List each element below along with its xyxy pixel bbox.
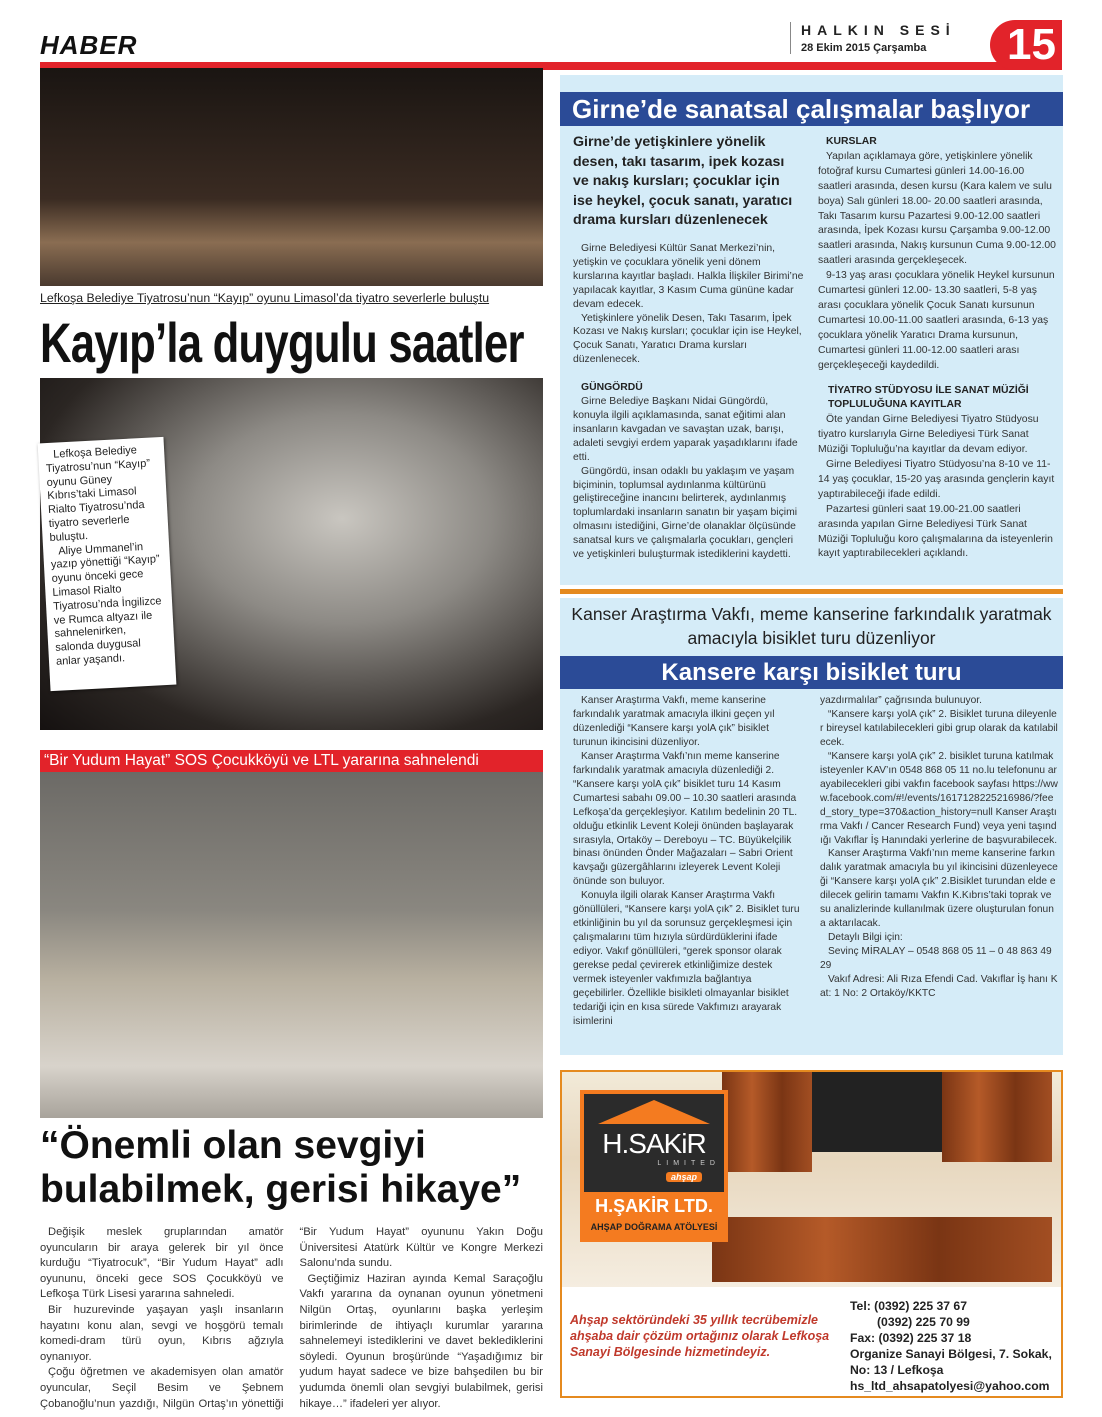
paragraph: Konuyla ilgili olarak Kanser Araştırma Vakfı gönüllüleri, “Kansere karşı yolA çık” 2. Bisiklet turu etkinliğinin bu yıl da sorunsuz gerçekleşmesi için çalışmalarını tüm hızıyla sürdürdüklerini ifade ediyor. Vakıf gönüllüleri, “gerek sponsor olarak gerekse pedal çevirerek etkinliğimize destek vermek isteyenler vakfımızla bağlantıya geçebilirler. Özellikle bisikleti olmayanlar bisiklet tedariği için en kısa sürede Vakfımızı arayarak isimlerini bbox=[573, 890, 800, 1027]
paragraph: Vakıf Adresi: Ali Rıza Efendi Cad. Vakıflar İş hanı Kat: 1 No: 2 Ortaköy/KKTC bbox=[820, 974, 1058, 1000]
paragraph: Güngördü, insan odaklı bu yaklaşım ve yaşam biçiminin, toplumsal aydınlanma kültürünü geliştireceğine inancını belirterek, aydınlanmış toplumlardaki insanların sanatın bir yaşam biçimi olmasını istediğini, Girne’de olanaklar ölçüsünde sanatsal kurs ve çalışmalarla çocukları, gençleri ve yetişkinleri buluşturmak istediklerini kaydetti. bbox=[573, 465, 798, 561]
paragraph: Girne Belediye Başkanı Nidai Güngördü, konuyla ilgili açıklamasında, sanat eğitimi alan insanların kavgadan ve savaştan uzak, barışı, adaleti sevgiyi erdem yaparak yaşadıklarını ifade etti. bbox=[573, 396, 798, 463]
boxed-caption-p2: Aliye Ummanel’in yazıp yönettiği “Kayıp” oyunu önceki gece Limasol Rialto Tiyatrosu’nda İngilizce ve Rumca altyazı ile sahnelenirken, salonda duygusal anlar yaşandı. bbox=[50, 540, 162, 668]
paragraph: “Kansere karşı yolA çık” 2. Bisiklet turuna dileyenler bireysel katılabilecekleri gibi grup olarak da katılabilecek. bbox=[820, 708, 1058, 748]
paragraph: Pazartesi günleri saat 19.00-21.00 saatleri arasında yapılan Girne Belediyesi Türk Sanat Müziği Topluluğu koro çalışmalarına da isteyenlerin kayıt yaptırabilecekleri açıklandı. bbox=[818, 503, 1053, 560]
phone-2: (0392) 225 70 99 bbox=[877, 1315, 970, 1329]
theatre-curtain-call-photo bbox=[40, 68, 543, 286]
ad-slogan: Ahşap sektöründeki 35 yıllık tecrübemizle ahşaba dair çözüm ortağınız olarak Lefkoşa Sanayi Bölgesinde hizmetindeyiz. bbox=[570, 1313, 830, 1359]
logo-tag: ahşap bbox=[666, 1172, 702, 1182]
paragraph: yazdırmalılar” çağrısında bulunuyor. bbox=[820, 695, 982, 706]
red-caption-bar: “Bir Yudum Hayat” SOS Çocukköyü ve LTL yararına sahnelendi bbox=[40, 750, 543, 772]
paragraph: 9-13 yaş arası çocuklara yönelik Heykel kursunun Cumartesi günleri 12.00- 13.30 saatleri, 5-8 yaş arası çocuklara yönelik Çocuk Sanatı kursunun Cumartesi 10.00-11.00 saatleri arasında, 6-13 yaş çocuklara yönelik Yaratıcı Drama kursunun, Cumartesi günleri 11.00-12.00 saatleri arası gerçekleşeceği kaydedildi. bbox=[818, 270, 1055, 371]
paragraph: Kanser Araştırma Vakfı, meme kanserine farkındalık yaratmak amacıyla ilkini geçen yıl düzenlediği “Kansere karşı yolA çık” bisiklet turunun ikincisini düzenliyor. bbox=[573, 695, 775, 748]
section-label: HABER bbox=[40, 30, 138, 60]
paragraph: Geçtiğimiz Haziran ayında Kemal Saraçoğlu Vakfı yararına da oynanan oyunun yönetmeni Nilgün Ortaş, oyunlarını başka yerleşim birimlerinde de ihtiyaçlı kurumlar yararına sahnelemeyi istediklerini ve davet beklediklerini söyledi. Oyunun broşüründe “Yaşadığımız bir yudum hayat sadece ve bize bahşedilen bu bir yudumda önemli olan sevgiyi bulabilmek, gerisi hikaye…” ifadeleri yer alıyor. bbox=[299, 1272, 543, 1410]
paragraph: Sevinç MİRALAY – 0548 868 05 11 – 0 48 863 49 29 bbox=[820, 946, 1052, 972]
phone-1: Tel: (0392) 225 37 67 bbox=[850, 1299, 967, 1313]
paragraph: Girne Belediyesi Tiyatro Stüdyosu’na 8-10 ve 11-14 yaş çocuklar, 15-20 yaş arasında gençlerin kayıt yaptırabileceği ifade edildi. bbox=[818, 459, 1055, 500]
paragraph: “Kansere karşı yolA çık” 2. bisiklet turuna katılmak isteyenler KAV’ın 0548 868 05 11 no.lu telefonunu arayabilecekleri gibi vakfın facebook sayfası https://www.facebook.com/#!/events/1617128225216986/?feed_story_type=370&action_history=null Kanser Araştırma Vakfı / Cancer Research Fund) veya yeni taşındığı Vakıflar İş Hanındaki yerlerine de başvurabilecek. bbox=[820, 750, 1058, 846]
company-logo bbox=[580, 1090, 728, 1242]
paragraph: Kanser Araştırma Vakfı’nın meme kanserine farkındalık yaratmak amacıyla bu yıl ikincisini düzenleyeceği “Kansere karşı yolA çık” 2.Bisiklet turundan elde edilecek gelirin tamamı Vakfın K.Kıbrıs’taki toprak ve su analizlerinde kullanılmak üzere oluşturulan fonuna aktarılacak. bbox=[820, 848, 1058, 930]
address-line-2: No: 13 / Lefkoşa bbox=[850, 1363, 944, 1377]
photo-caption: Lefkoşa Belediye Tiyatrosu’nun “Kayıp” oyunu Limasol’da tiyatro severlerle buluştu bbox=[40, 291, 490, 305]
issue-date: 28 Ekim 2015 Çarşamba bbox=[801, 42, 927, 54]
bir-yudum-hayat-stage-photo bbox=[40, 772, 543, 1118]
paragraph: Yapılan açıklamaya göre, yetişkinlere yönelik fotoğraf kursu Cumartesi günleri 14.00-16.00 saatleri arasında, desen kursu (Kara kalem ve sulu boya) Salı günleri 18.00- 20.00 saatleri arasında, Takı Tasarım kursu Pazartesi 9.00-12.00 saatleri arasında, İpek Kozası kursu Çarşamba 9.00-12.00 saatleri arasında, Nakış kursunun Cuma 9.00-12.00 saatleri arasında gerçekleşecek. bbox=[818, 150, 1056, 267]
kanser-title: Kansere karşı bisiklet turu bbox=[560, 656, 1063, 689]
subheading: KURSLAR bbox=[826, 136, 877, 147]
boxed-caption-p1: Lefkoşa Belediye Tiyatrosu’nun “Kayıp” oyunu Güney Kıbrıs’taki Limasol Rialto Tiyatrosu’nda tiyatro severlerle buluştu. bbox=[45, 444, 151, 544]
logo-limited: LIMITED bbox=[657, 1160, 720, 1167]
divider bbox=[560, 589, 1063, 594]
paragraph: Girne Belediyesi Kültür Sanat Merkezi’nin, yetişkin ve çocuklara yönelik yeni dönem kurslarına kayıtlar başladı. Halkla İlişkiler Birimi’ne yapılacak kayıtlar, 3 Kasım Cuma gününe kadar devam edecek. bbox=[573, 243, 804, 310]
email: hs_ltd_ahsapatolyesi@yahoo.com bbox=[850, 1379, 1050, 1393]
kanser-deck: Kanser Araştırma Vakfı, meme kanserine farkındalık yaratmak amacıyla bisiklet turu düzenliyor bbox=[560, 598, 1063, 656]
paragraph: Kanser Araştırma Vakfı’nın meme kanserine farkındalık yaratmak amacıyla düzenlediği 2. “Kansere karşı yolA çık” bisiklet turu 14 Kasım Cumartesi sabahı 09.00 – 10.30 saatleri arasında Lefkoşa’da gerçekleşiyor. Katılım bedelinin 20 TL. olduğu etkinlik Levent Koleji önünden başlayarak sırasıyla, Ortaköy – Dereboyu – TC. Büyükelçilik binası önünden Önder Mağazaları – Sabri Orient kavşağı güzergâhlarını izleyerek Levent Koleji önünde son buluyor. bbox=[573, 750, 798, 888]
paragraph: Detaylı Bilgi için: bbox=[828, 932, 903, 944]
paragraph: Değişik meslek gruplarından amatör oyuncuların bir araya gelerek bir yıl önce kurduğu “Tiyatrocuk”, “Bir Yudum Hayat” adlı oyununu, önceki gece SOS Çocukköyü ve Lefkoşa Türk Lisesi yararına sahneledi. bbox=[40, 1226, 284, 1301]
girne-column-2 bbox=[818, 135, 1058, 562]
boxed-caption bbox=[38, 437, 177, 691]
article-body-tiyatrocuk bbox=[40, 1225, 543, 1412]
headline-sevgi: “Önemli olan sevgiyi bulabilmek, gerisi hikaye” bbox=[40, 1124, 522, 1211]
newspaper-name: HALKIN SESİ bbox=[801, 22, 956, 38]
paragraph: Çoğu öğretmen ve akademisyen olan amatör oyuncular, Seçil Besim ve Şebnem Çobanoğlu’nun yazdığı, Nilgün Ortaş’ın yönettiği “Bir Yudum Hayat” oyununu Yakın Doğu Üniversitesi Atatürk Kültür ve Kongre Merkezi Salonu’nda sundu. bbox=[40, 1226, 543, 1410]
subheading: TİYATRO STÜDYOSU İLE SANAT MÜZİĞİ TOPLULUĞUNA KAYITLAR bbox=[828, 384, 1029, 411]
paragraph: Bir huzurevinde yaşayan yaşlı insanların hayatını konu alan, sevgi ve hoşgörü temalı komedi-dram türü oyun, Kıbrıs ağzıyla oynanıyor. bbox=[40, 1303, 284, 1363]
page-number: 15 bbox=[990, 20, 1062, 70]
girne-column-1 bbox=[573, 242, 805, 562]
paragraph: Öte yandan Girne Belediyesi Tiyatro Stüdyosu tiyatro kurslarıyla Girne Belediyesi Türk Sanat Müziği Topluluğu’na kayıtlar da devam ediyor. bbox=[818, 414, 1039, 456]
company-subtitle: AHŞAP DOĞRAMA ATÖLYESİ bbox=[590, 1222, 718, 1232]
masthead bbox=[790, 22, 956, 54]
kanser-column-2 bbox=[820, 694, 1058, 1001]
girne-title: Girne’de sanatsal çalışmalar başlıyor bbox=[560, 92, 1063, 126]
roof-icon bbox=[598, 1100, 710, 1124]
headline-kayip: Kayıp’la duygulu saatler bbox=[40, 311, 524, 374]
fax: Fax: (0392) 225 37 18 bbox=[850, 1331, 972, 1345]
girne-deck: Girne’de yetişkinlere yönelik desen, takı tasarım, ipek kozası ve nakış kursları; çocuklar için ise heykel, çocuk sanatı, yaratıcı drama kursları düzenlenecek bbox=[573, 134, 793, 228]
paragraph: Yetişkinlere yönelik Desen, Takı Tasarım, İpek Kozası ve Nakış kursları; çocuklar için ise Heykel, Çocuk Sanatı, Yaratıcı Drama kursları düzenlenecek. bbox=[573, 312, 802, 366]
company-name: H.ŞAKİR LTD. bbox=[595, 1196, 713, 1216]
logo-name: H.SAKiR bbox=[602, 1128, 706, 1159]
ad-contact bbox=[850, 1298, 1060, 1394]
hsakir-advertisement bbox=[560, 1070, 1063, 1398]
subheading: GÜNGÖRDÜ bbox=[581, 382, 643, 394]
address-line-1: Organize Sanayi Bölgesi, 7. Sokak, bbox=[850, 1347, 1052, 1361]
kanser-column-1 bbox=[573, 694, 805, 1029]
